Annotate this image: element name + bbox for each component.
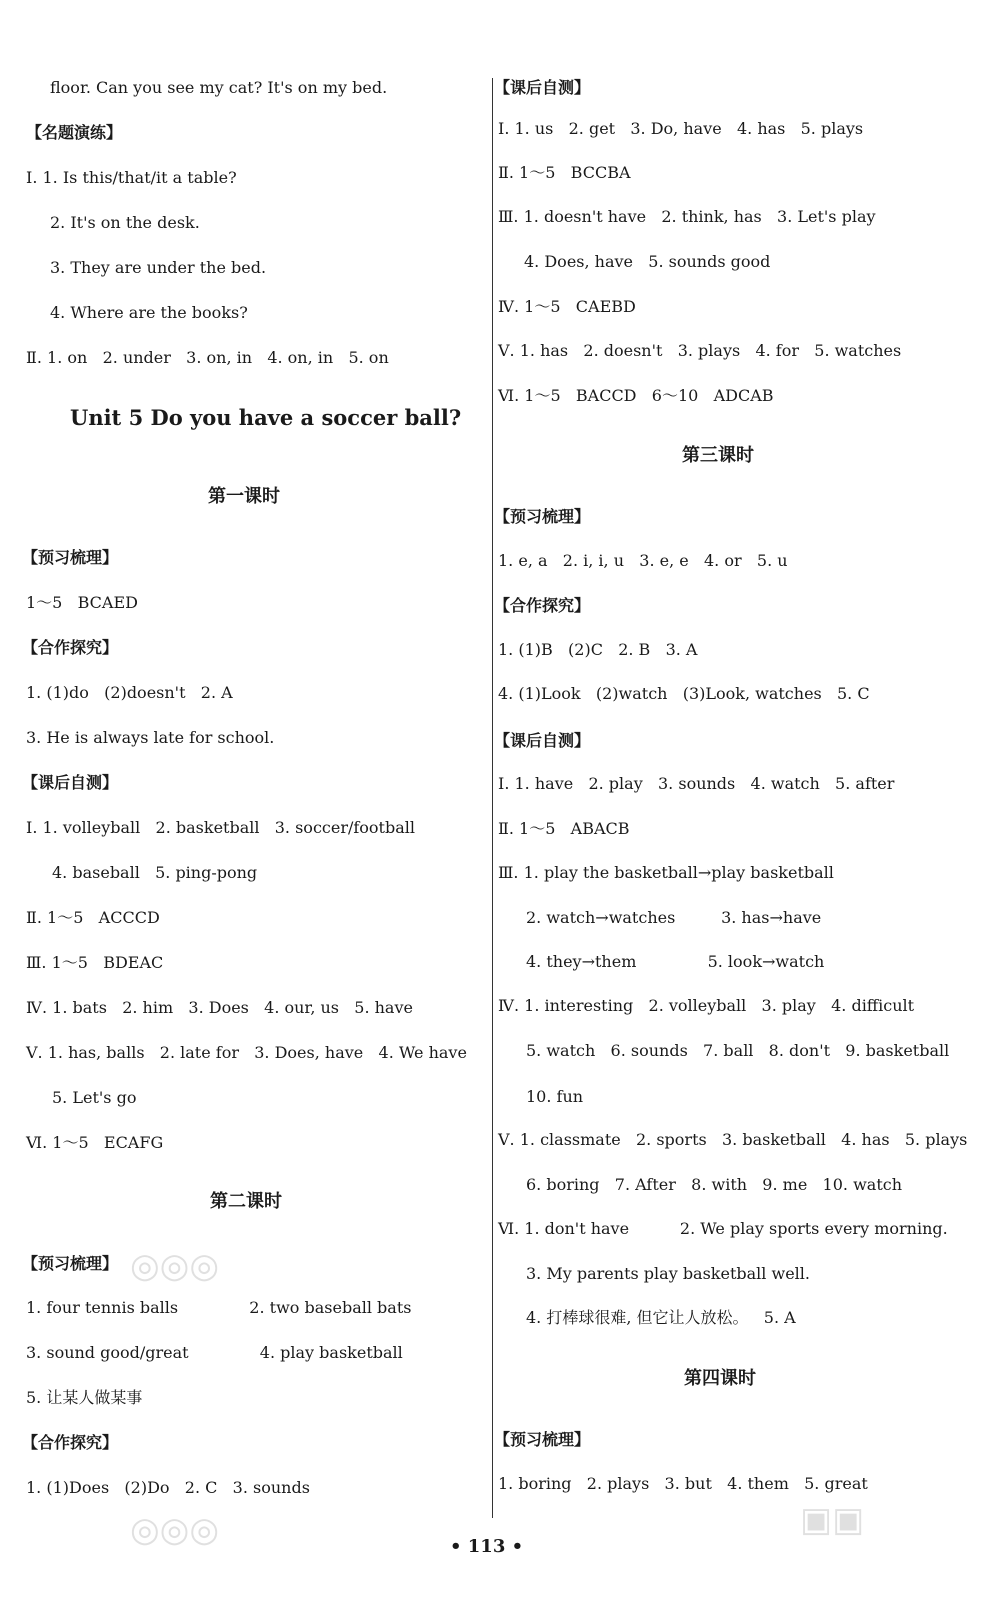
section-heading: 【课后自测】 (494, 78, 591, 97)
text-line: Ⅵ. 1～5 BACCD 6～10 ADCAB (498, 386, 774, 405)
text-line: 4. 打棒球很难, 但它让人放松。 5. A (526, 1308, 796, 1327)
text-line: Ⅰ. 1. have 2. play 3. sounds 4. watch 5. after (498, 774, 895, 793)
section-heading: 【合作探究】 (22, 1433, 119, 1452)
page-number: • 113 • (450, 1536, 524, 1557)
text-line: 10. fun (526, 1087, 584, 1106)
text-line: 6. boring 7. After 8. with 9. me 10. watch (526, 1175, 903, 1194)
text-line: 3. He is always late for school. (26, 728, 275, 747)
watermark-stamp-icon: ◎◎◎ (130, 1510, 220, 1550)
text-line: Ⅵ. 1. don't have 2. We play sports every morning. (498, 1219, 948, 1238)
section-heading: 【预习梳理】 (22, 1254, 119, 1273)
text-line: 1～5 BCAED (26, 593, 138, 612)
text-line: Ⅳ. 1～5 CAEBD (498, 297, 636, 316)
text-line: 4. (1)Look (2)watch (3)Look, watches 5. C (498, 684, 870, 703)
text-line: 1. (1)Does (2)Do 2. C 3. sounds (26, 1478, 310, 1497)
lesson-title: 第三课时 (682, 445, 754, 466)
text-line: 1. (1)B (2)C 2. B 3. A (498, 640, 698, 659)
section-heading: 【合作探究】 (22, 638, 119, 657)
text-line: Ⅱ. 1. on 2. under 3. on, in 4. on, in 5. on (26, 348, 389, 367)
text-line: Ⅴ. 1. classmate 2. sports 3. basketball 4. has 5. plays (498, 1130, 968, 1149)
text-line: 5. watch 6. sounds 7. ball 8. don't 9. basketball (526, 1041, 950, 1060)
text-line: Ⅱ. 1～5 ACCCD (26, 908, 160, 927)
text-line: Ⅱ. 1～5 BCCBA (498, 163, 631, 182)
section-heading: 【名题演练】 (26, 123, 123, 142)
section-heading: 【预习梳理】 (22, 548, 119, 567)
unit-title: Unit 5 Do you have a soccer ball? (70, 405, 462, 430)
text-line: Ⅰ. 1. us 2. get 3. Do, have 4. has 5. plays (498, 119, 864, 138)
text-line: 4. Does, have 5. sounds good (524, 252, 771, 271)
text-line: Ⅳ. 1. interesting 2. volleyball 3. play 4. difficult (498, 996, 915, 1015)
section-heading: 【预习梳理】 (494, 1430, 591, 1449)
text-line: 5. 让某人做某事 (26, 1388, 143, 1407)
section-heading: 【预习梳理】 (494, 507, 591, 526)
text-line: 1. e, a 2. i, i, u 3. e, e 4. or 5. u (498, 551, 788, 570)
text-line: 1. four tennis balls 2. two baseball bats (26, 1298, 412, 1317)
text-line: 3. sound good/great 4. play basketball (26, 1343, 403, 1362)
text-line: Ⅲ. 1. doesn't have 2. think, has 3. Let's play (498, 207, 876, 226)
lesson-title: 第一课时 (208, 486, 280, 507)
text-line: Ⅱ. 1～5 ABACB (498, 819, 630, 838)
text-line: 4. Where are the books? (50, 303, 248, 322)
text-line: 4. they→them 5. look→watch (526, 952, 825, 971)
text-line: Ⅲ. 1～5 BDEAC (26, 953, 164, 972)
text-line: Ⅰ. 1. volleyball 2. basketball 3. soccer/football (26, 818, 415, 837)
watermark-stamp-icon: ◎◎◎ (130, 1246, 220, 1286)
lesson-title: 第四课时 (684, 1368, 756, 1389)
text-line: 1. boring 2. plays 3. but 4. them 5. great (498, 1474, 868, 1493)
text-line: Ⅴ. 1. has 2. doesn't 3. plays 4. for 5. watches (498, 341, 902, 360)
text-line: 1. (1)do (2)doesn't 2. A (26, 683, 233, 702)
text-line: 2. watch→watches 3. has→have (526, 908, 822, 927)
text-line: 3. They are under the bed. (50, 258, 267, 277)
text-line: 3. My parents play basketball well. (526, 1264, 810, 1283)
text-line: Ⅳ. 1. bats 2. him 3. Does 4. our, us 5. have (26, 998, 413, 1017)
text-line: 5. Let's go (52, 1088, 137, 1107)
lesson-title: 第二课时 (210, 1191, 282, 1212)
text-line: Ⅲ. 1. play the basketball→play basketball (498, 863, 834, 882)
section-heading: 【课后自测】 (494, 731, 591, 750)
text-line: 2. It's on the desk. (50, 213, 200, 232)
section-heading: 【合作探究】 (494, 596, 591, 615)
column-divider (492, 78, 493, 1518)
watermark-logo-icon: ▣▣ (800, 1500, 865, 1540)
text-line: Ⅵ. 1～5 ECAFG (26, 1133, 164, 1152)
text-line: 4. baseball 5. ping-pong (52, 863, 258, 882)
section-heading: 【课后自测】 (22, 773, 119, 792)
text-line: Ⅴ. 1. has, balls 2. late for 3. Does, have 4. We have (26, 1043, 467, 1062)
text-line: floor. Can you see my cat? It's on my bed. (50, 78, 388, 97)
text-line: Ⅰ. 1. Is this/that/it a table? (26, 168, 237, 187)
